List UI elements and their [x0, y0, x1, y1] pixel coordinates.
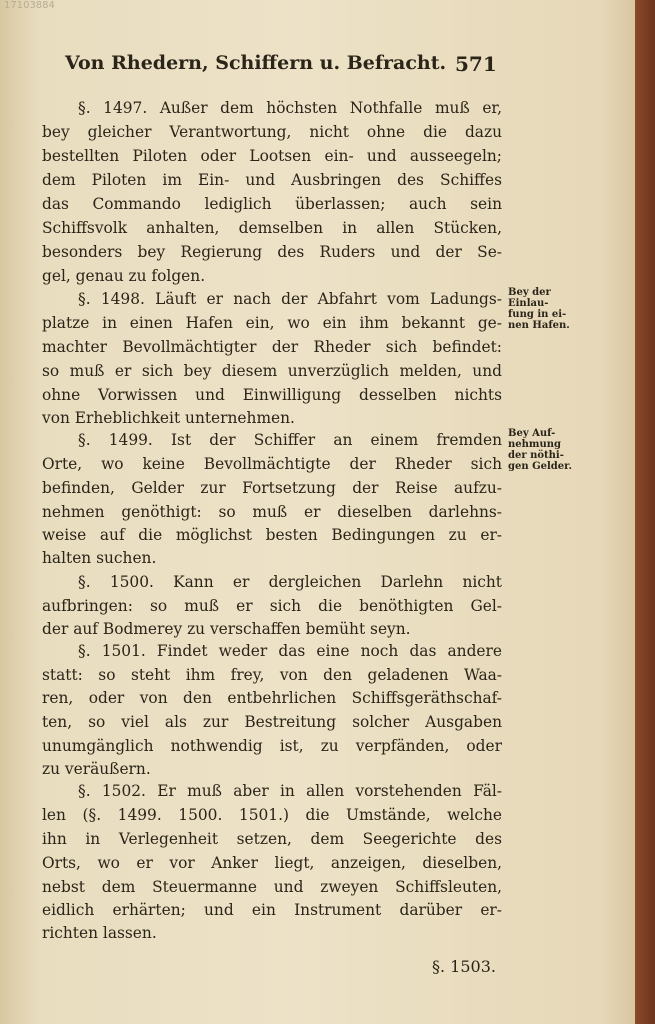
text-line: unumgänglich nothwendig ist, zu verpfänden, oder [42, 737, 502, 755]
text-line: §. 1497. Außer dem höchsten Nothfalle muß er, [78, 99, 502, 117]
text-line: dem Piloten im Ein- und Ausbringen des Schiffes [42, 171, 502, 189]
marginal-note-line: Einlau- [508, 298, 549, 309]
marginal-note-line: Bey Auf- [508, 428, 556, 439]
text-line: len (§. 1499. 1500. 1501.) die Umstände, welche [42, 806, 502, 824]
text-line: Orte, wo keine Bevollmächtigte der Rheder sich [42, 455, 502, 473]
text-line: besonders bey Regierung des Ruders und der Se- [42, 243, 502, 261]
book-spine-edge [635, 0, 655, 1024]
marginal-note-line: nehmung [508, 439, 562, 450]
text-line: bey gleicher Verantwortung, nicht ohne die dazu [42, 123, 502, 141]
text-line: weise auf die möglichst besten Bedingungen zu er- [42, 526, 502, 544]
marginal-note [508, 428, 588, 472]
text-line: §. 1502. Er muß aber in allen vorstehenden Fäl- [78, 782, 502, 800]
library-stamp: 17103884 [4, 0, 55, 11]
text-line: der auf Bodmerey zu verschaffen bemüht seyn. [42, 620, 411, 638]
text-line: halten suchen. [42, 549, 157, 567]
text-line: §. 1500. Kann er dergleichen Darlehn nicht [78, 573, 502, 591]
text-line: aufbringen: so muß er sich die benöthigten Gel- [42, 597, 502, 615]
text-line: bestellten Piloten oder Lootsen ein- und ausseegeln; [42, 147, 502, 165]
marginal-note [508, 287, 588, 331]
text-line: richten lassen. [42, 924, 157, 942]
marginal-note-line: nen Hafen. [508, 320, 570, 331]
text-line: das Commando lediglich überlassen; auch sein [42, 195, 502, 213]
text-line: §. 1501. Findet weder das eine noch das andere [78, 642, 502, 660]
catchword: §. 1503. [432, 957, 496, 976]
text-line: zu veräußern. [42, 760, 151, 778]
page-number: 571 [455, 52, 497, 76]
marginal-note-line: Bey der [508, 287, 551, 298]
text-line: §. 1498. Läuft er nach der Abfahrt vom Ladungs- [78, 290, 502, 308]
text-line: ihn in Verlegenheit setzen, dem Seegerichte des [42, 830, 502, 848]
text-line: von Erheblichkeit unternehmen. [42, 409, 295, 427]
text-line: §. 1499. Ist der Schiffer an einem fremden [78, 431, 502, 449]
text-line: so muß er sich bey diesem unverzüglich melden, und [42, 362, 502, 380]
marginal-note-line: gen Gelder. [508, 461, 572, 472]
text-line: befinden, Gelder zur Fortsetzung der Reise aufzu- [42, 479, 502, 497]
text-line: ren, oder von den entbehrlichen Schiffsgeräthschaf- [42, 689, 502, 707]
text-line: eidlich erhärten; und ein Instrument darüber er- [42, 901, 502, 919]
text-line: nebst dem Steuermanne und zweyen Schiffsleuten, [42, 878, 502, 896]
text-line: platze in einen Hafen ein, wo ein ihm bekannt ge- [42, 314, 502, 332]
text-line: machter Bevollmächtigter der Rheder sich befindet: [42, 338, 502, 356]
running-header: Von Rhedern, Schiffern u. Befracht. [65, 52, 447, 74]
text-line: nehmen genöthigt: so muß er dieselben darlehns- [42, 503, 502, 521]
marginal-note-line: der nöthi- [508, 450, 564, 461]
text-line: ohne Vorwissen und Einwilligung desselben nichts [42, 386, 502, 404]
marginal-note-line: fung in ei- [508, 309, 567, 320]
text-line: Orts, wo er vor Anker liegt, anzeigen, dieselben, [42, 854, 502, 872]
text-line: Schiffsvolk anhalten, demselben in allen Stücken, [42, 219, 502, 237]
text-line: statt: so steht ihm frey, von den geladenen Waa- [42, 666, 502, 684]
text-line: ten, so viel als zur Bestreitung solcher Ausgaben [42, 713, 502, 731]
text-line: gel, genau zu folgen. [42, 267, 206, 285]
